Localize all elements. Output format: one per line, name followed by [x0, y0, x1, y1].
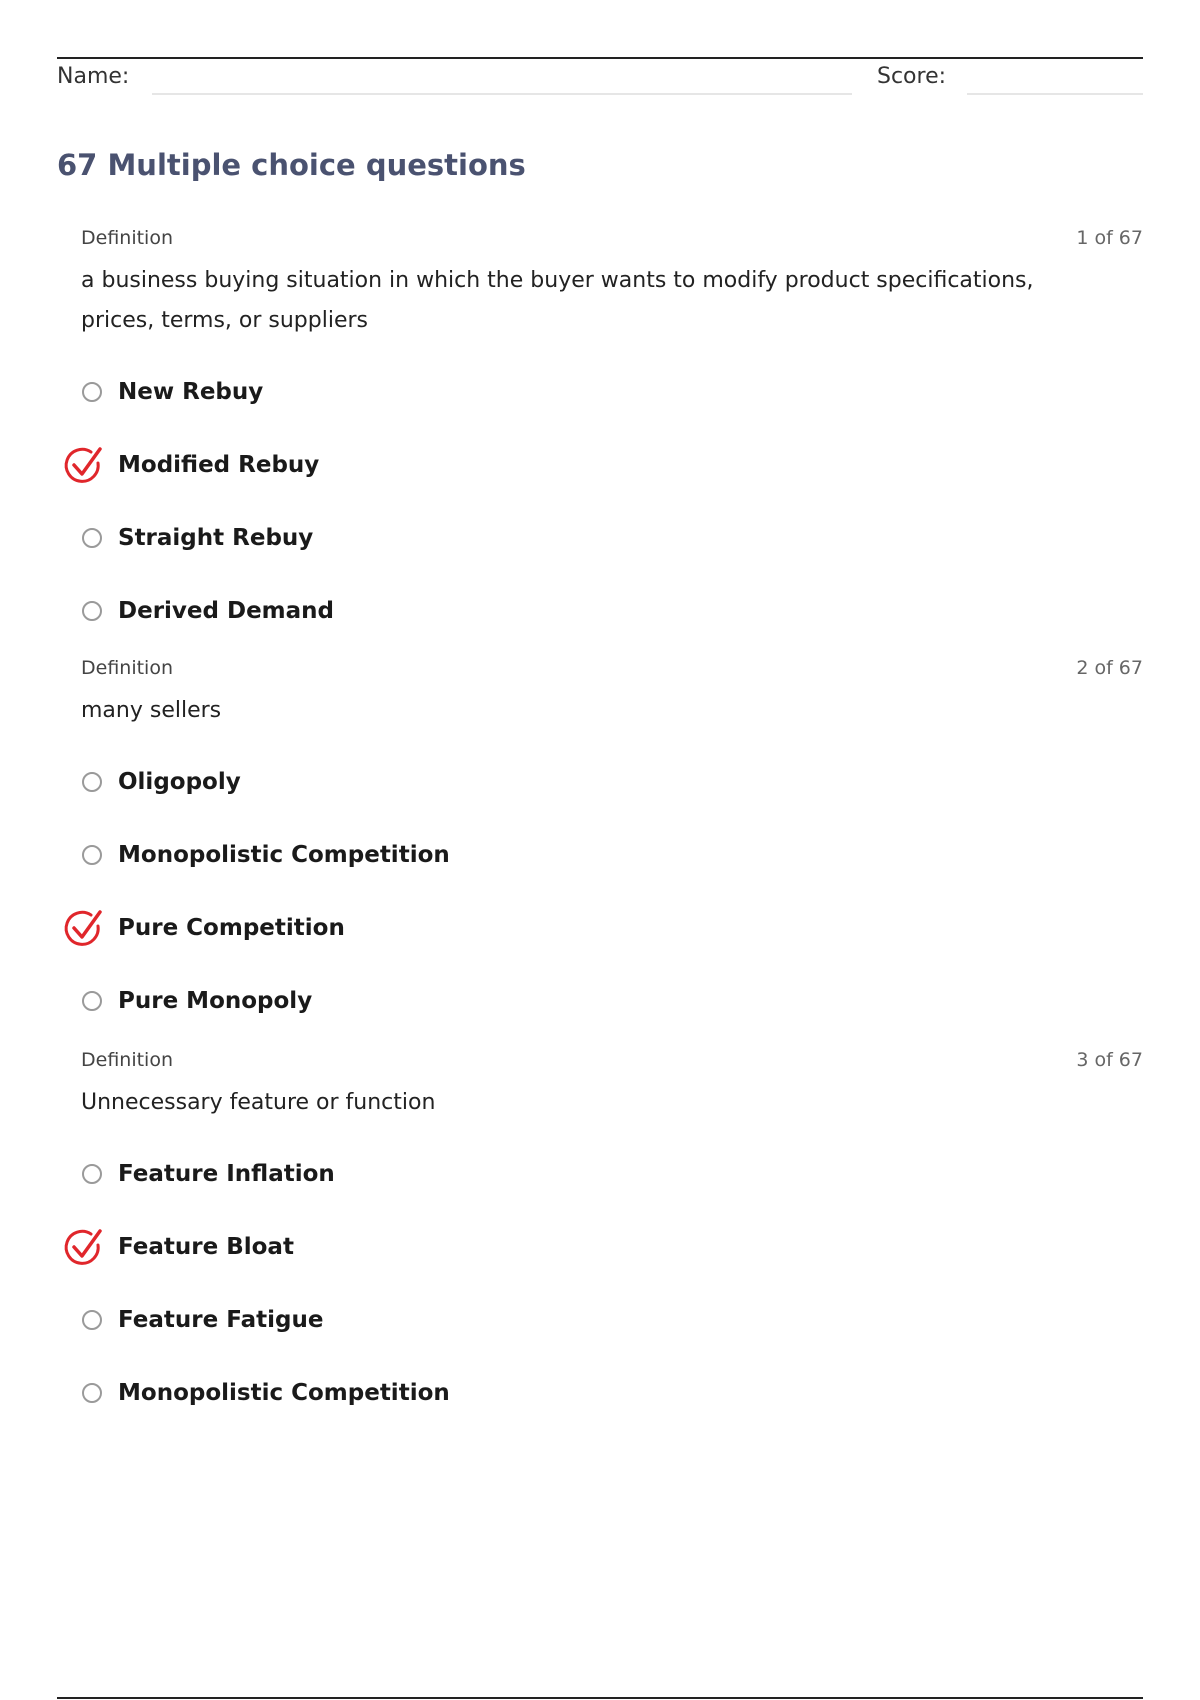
- question-2: [81, 655, 1143, 1037]
- radio-circle-icon: [82, 845, 102, 865]
- radio-circle-icon: [82, 528, 102, 548]
- question-label: Definition: [81, 1049, 174, 1071]
- answer-option[interactable]: [81, 574, 1143, 647]
- radio-circle-icon: [82, 991, 102, 1011]
- answer-option-selected[interactable]: [81, 891, 1143, 964]
- answer-option-label: Straight Rebuy: [118, 524, 314, 551]
- check-mark-icon: [61, 1225, 105, 1269]
- radio-circle-icon: [82, 382, 102, 402]
- radio-circle-icon: [82, 601, 102, 621]
- name-label: Name:: [57, 64, 130, 89]
- question-prompt: Unnecessary feature or function: [81, 1090, 436, 1115]
- question-label: Definition: [81, 227, 174, 249]
- question-prompt: many sellers: [81, 698, 222, 723]
- question-label: Definition: [81, 657, 174, 679]
- answer-option[interactable]: [81, 1356, 1143, 1429]
- answer-option-label: Monopolistic Competition: [118, 841, 450, 868]
- question-3: [81, 1047, 1143, 1429]
- worksheet-header: [57, 62, 1143, 96]
- score-field[interactable]: [967, 93, 1143, 95]
- answer-option-label: Pure Monopoly: [118, 987, 313, 1014]
- top-rule: [57, 57, 1143, 59]
- question-1: [81, 225, 1143, 647]
- question-header: [81, 655, 1143, 683]
- answer-option[interactable]: [81, 964, 1143, 1037]
- question-prompt: a business buying situation in which the buyer wants to modify product specifications, prices, terms, or suppliers: [81, 268, 1034, 333]
- answer-option[interactable]: [81, 1283, 1143, 1356]
- answer-option-label: Feature Fatigue: [118, 1306, 324, 1333]
- answer-option-label: Modified Rebuy: [118, 451, 320, 478]
- radio-circle-icon: [82, 1164, 102, 1184]
- answer-option-selected[interactable]: [81, 1210, 1143, 1283]
- question-counter: 3 of 67: [1076, 1049, 1143, 1071]
- section-title: 67 Multiple choice questions: [57, 148, 526, 182]
- answer-options: [81, 745, 1143, 1037]
- answer-option[interactable]: [81, 745, 1143, 818]
- question-counter: 1 of 67: [1076, 227, 1143, 249]
- answer-option-selected[interactable]: [81, 428, 1143, 501]
- check-mark-icon: [61, 906, 105, 950]
- answer-option[interactable]: [81, 818, 1143, 891]
- question-header: [81, 1047, 1143, 1075]
- answer-option-label: Oligopoly: [118, 768, 241, 795]
- answer-option[interactable]: [81, 1137, 1143, 1210]
- check-mark-icon: [61, 443, 105, 487]
- answer-option-label: Pure Competition: [118, 914, 345, 941]
- answer-option-label: Derived Demand: [118, 597, 334, 624]
- name-field[interactable]: [152, 93, 852, 95]
- question-counter: 2 of 67: [1076, 657, 1143, 679]
- bottom-rule: [57, 1697, 1143, 1699]
- question-header: [81, 225, 1143, 253]
- answer-option[interactable]: [81, 501, 1143, 574]
- radio-circle-icon: [82, 1310, 102, 1330]
- score-label: Score:: [877, 64, 947, 89]
- answer-option[interactable]: [81, 355, 1143, 428]
- radio-circle-icon: [82, 1383, 102, 1403]
- radio-circle-icon: [82, 772, 102, 792]
- answer-option-label: Monopolistic Competition: [118, 1379, 450, 1406]
- answer-option-label: Feature Bloat: [118, 1233, 294, 1260]
- answer-options: [81, 1137, 1143, 1429]
- answer-option-label: New Rebuy: [118, 378, 264, 405]
- answer-option-label: Feature Inflation: [118, 1160, 335, 1187]
- answer-options: [81, 355, 1143, 647]
